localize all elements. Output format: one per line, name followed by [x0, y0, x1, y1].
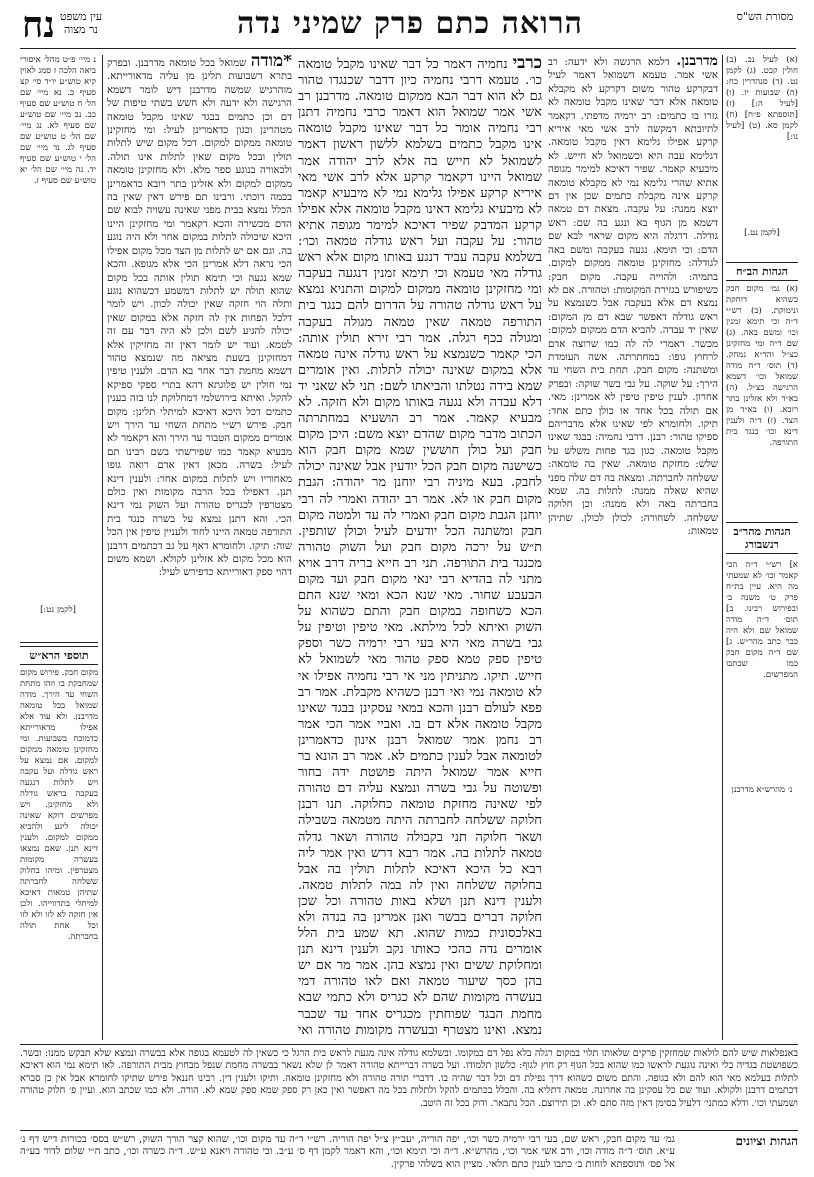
ein-mishpat-column — [20, 55, 96, 595]
tosafot-column — [107, 55, 292, 1040]
side-note-left-1: [לקמן נט:] — [40, 605, 76, 615]
hagahot-habach-text: (א) גמ׳ מקום חבק כשהיא דוחקת ונימוקת. (ב) רש״י ד״ה וכי תימא זמנין וכו׳ ומשם באה. (ג) שם ד״ה ומי מחזקינן כצ״ל והד״א נמחק. (ד) תוס׳ ד״ה מודה שמואל וכו׳ דשמא הרגישה כצ״ל. (ה) בא״ד ולא אזלינן בתר רובא. (ו) בא״ד מן הצד. (ז) ד״ה ולענין דינא וכו׳ כנגד בית התורפה. — [726, 284, 798, 448]
footnote-rule — [20, 1044, 798, 1045]
ein-mishpat-label: עין משפט נר מצוה — [59, 10, 103, 36]
tosafot-harosh-column — [20, 668, 98, 1038]
tosafot-harosh-rule-top — [20, 642, 98, 643]
hagahot-maharab-text: א] רש״י ד״ה הכי קאמר וכו׳ לא שמעתי מה היא. עיין בת״ח פרק ט׳ משנה ב׳ ובפירוש רבינו. ב] תוס׳ ד״ה מודה שמואל שם ולא היה כבר כתב מהר״ש. ג] שם ד״ה מקום חבק כמו שכתבו המפרשים. — [726, 560, 798, 680]
masoret-text: (א) לעיל נב. (ב) חולין קכט. (ג) לקמן נט. (ד) סנהדרין כח: (ה) שבועות יז. (ו) [לעיל ה:] (ז) [תוספתא פ״ח] (ח) לקמן סא. (ט) [לעיל נו:] — [726, 55, 798, 142]
tosafot-lead: *מודה — [250, 55, 292, 71]
page-number: נח — [22, 4, 56, 46]
hagahot-habach-title: הגהות הב״ח — [726, 262, 798, 281]
header-rule — [20, 48, 796, 49]
tosafot-harosh-title: תוספי הרא״ש — [20, 646, 98, 665]
side-note-right-lower — [726, 785, 798, 825]
masoret-label: מסורת הש"ס — [736, 10, 794, 23]
hagahot-maharab-title: הגהות מהר״ב רנשבורג — [726, 522, 798, 554]
footnotes-row — [20, 1048, 798, 1126]
bottom-rule — [20, 1130, 798, 1131]
side-note-right — [726, 228, 798, 248]
side-note-left — [20, 605, 96, 635]
footnotes-text: באנפלאות שיש להם לולאות שמחזקין פרקים שלאותו תלוי במקום רגלה בלא נפל דם במקומו. ובשלמא גודלה אינה מגעת לראש בית הרגל כי כשאין לה לטעמא בגופה אלא בבשרה ונמצא שלא תבקש ממנו: ובשר. כשפושטת בגדיה בלי ואינה נוגעת לראשו כמו שהוא בכל הגוף רק חוץ לגוף: כלשון תלמודו. ועל בשרה דברייתא טהורה דאמר לן שלא נשאר בבשרה מחמת שנפל מבחוץ מבית התורפה. לאו תימא נמי הוא דאיכא לתלות בעלמא מאי הוא להם ולא בגופה. והתם משום כשהוא דרך נפילת דם וכל דבר שהיה בו. דדברי תורה טהורה ולא מחזקינן טומאה. ותיקו ולענין דין. רבינו חננאל פירש שתיקו לחומרא אבל אין כן סברא דכתמים דרבנן ולקולא. ועוד שם כל עסקינן בה אחרונה. טמאה דתליא בה. והכלל בכתמים להקל ולתלות בכל מה דאפשר ואין כאן רק ספק שמא ספק שמא לא. הורה. ולא כמו שכתב הוא. ועיין פ׳ חלוק טהורה ושמעתי וכו׳. ודלא כמתני׳ דלעיל בסימן דאין מזה סתם לא. וכן תירוצם. הכל נתבאר. ודוק בכל זה היטב. — [20, 1048, 798, 1109]
tosafot-text: שמואל בכל טומאה מדרבנן. ובפרק בתרא דשבועות תלינן מן עליה מדאורייתא. מוהרגיש שמשה מדרבנן דיש לומר דשמא הרגישה ולא ידעה ולא חשש בשתי טיפות של דם וכן כתמים בבגד שאינו מקבל טומאה מטהרינן וכגון כדאמרינן לעיל: ומי מחזקינן טומאה ממקום למקום. דכל מקום שיש לתלות תולין ובכל מקום שאין לתלות אינו תולה. ולכאורה בנוגע ספר מלא. ולא מחזקינן טומאה ממקום למקום ולא אזלינן בתר רובא כדאמרינן בכמה דוכתי. ורבינו תם פירש דאין שאין בה הכלל נמצא בבית מפני שאינה עשויה לבוא שם הדם מכשירה והכא דקאמר ומי מחזקינן היינו היכא שיכולה לתלות במקום אחר ולא היה נוגע בה. וגם אם יש לתלות מן הצד מכל מקום אפילו הכי נראה דלא אמרינן הכי אלא מגופא. והכא שמא נגעה וכי תימא תולין אותה בכל מקום שהוא תולה יש לתלות דמשמע דכשהוא נוגע ותלה הוי חזקה שאין יכולה לכוון. ויש לומר דלכל הפחות אין לה חזקה אלא במקום שאין יכולה להגיע לשם ולכן לא היה דבר עם זה לטמא. ועוד יש לומר דאין זה מחזיקין אלא דמחזקינן בשעת מציאה מה שנמצא טהור דשמא מחמת דבר אחר בא הדם. ולענין טיפין נמי חולין יש פלוגתא דהא בתרי ספקי ספיקא להקל. ואיתא בירושלמי דמחלוקת לנו בזה בענין כתמים דכל היכא דאיכא למיתלי תלינן: מקום חבק. פירש רש״י מתחת השחי עד הירך ויש אומרים ממקום הטבור עד הירך והא דקאמר לא מבעיא קאמר כמו שפירשתי בשם רבינו תם לעיל: בשרה. מכאן דאין אדם רואה גופו מאחוריו ויש לתלות במקום אחר: ולענין דינא תנן. דאפילו בכל הרבה מקומות ואין כולם מצטרפין לכגריס טהורה ועל השוק נמי דינא הכי. והא דתנן נמצא על בשרה כנגד בית התורפה טמאה היינו לחוד ולעניין טיפין אין הכל שוה: תיקו. ולחומרא דאף על גב דכתמים דרבנן הוא מכל מקום לא אזלינן לקולא. ושמא משום דהוי ספק דאורייתא כדפירש לעיל: — [107, 58, 292, 579]
gemara-text: נחמיה דאמר כל דבר שאינו מקבל טומאה כו׳. טעמא דרבי נחמיה כיון דדבר שכנגדו טהור גם לא הוא דבר הבא ממקום טומאה. מדרבנן רב אשי אמר שמואל הוא דאמר כרבי נחמיה דתנן רבי נחמיה אומר כל דבר שאינו מקבל טומאה אינו מקבל כתמים בשלמא ללשון ראשון דאמר לשמואל לא חייש בה אלא לרב יהודה אמר שמואל היינו דקאמר קרקע אלא לרב אשי מאי איריא קרקע אפילו גלימא נמי לא מיבעיא קאמר לא מיבעיא גלימא דאינו מקבל טומאה אלא אפילו קרקע המדבק שפיר דאיכא למימר מגופה אתיא טהור: על עקבה ועל ראש גודלה טמאה וכו׳: בשלמא עקבה עביד דנגע באותו מקום אלא ראש גודלה מאי טעמא וכי תימא זמנין דנגעה בעקבה ומי מחזקינן טומאה ממקום למקום והתניא נמצא על ראש גודלה טהורה על הדרום להם כנגד בית התורפה טמאה שאין טמאה מגולה בעקבה ומגולה בכף רגלה. אמר רבי זירא תולין אותה: הכי קאמר כשנמצא על ראש גודלה אינה טמאה אלא במקום שאינה יכולה לתלות. ואין אומרים שמא בידה נטלתו והביאתו לשם: תני לא שאני יד דלא עבדה ולא נגעה באותו מקום ולא חזקה. לא מבעיא קאמר. אמר רב הושעיא במחתרתה הכתוב מדבר מקום שהדם יוצא משם: היכן מקום חבק ועל כולן חוששין שמא מקום חבק הוא כשישנה מקום חבק הכל יודעין אבל שאינה יכולה לחבק. בעא מיניה רבי יוחנן מר יהודה: הגבת מקום חבק או לא. אמר רב יהודה ואמרי לה רבי יוחנן הגבת מקום חבק ואמרי לה עד ולמטה מקום חבק ומשתנה הכל יודעים לעיל וכולן שותפין. ת״ש על ירכה מקום חבק ועל השוק טהורה מכנגד בית התורפה. תני רב חייא בריה דרב אויא מתני לה בהדיא רבי ינאי מקום חבק ועד מקום הבעבע שחור. מאי שנא הכא ומאי שנא התם הכא כשחופה במקום חבק והתם כשהוא על השוק ואיתא לכל מילתא. מאי טיפין וטיפין על גבי בשרה מאי היא בעי רבי ירמיה כשר וספק טיפין ספק טמא ספק טהור מאי לשמואל לא חייש. תיקו. מתניתין מני אי רבי נחמיה אפילו אי לא טומאה נמי ואי רבנן כשהיא מקבלת. אמר רב פפא לעולם רבנן והכא במאי עסקינן בבגד שאינו מקבל טומאה אלא דם בו. ואביי אמר הכי אמר רב נחמן אמר שמואל רבנן אינון כדאמרינן לטומאה אבל לענין כתמים לא. אמר רב הונא בר חייא אמר שמואל היתה פושטת ידה בחור ופשוטה על גבי בשרה ונמצא עליה דם טהורה לפי שאינה מחזקת טומאה כחלוקה. תנו רבנן חלוקה ששלחה לחברתה היתה מטמאה בשבילה ושאר חלוקה תני בקבולה טהורה ושאר גדלה טמאה לתלות בה. אמר רבא דרש ואין אמר ליה רבא כל היכא דאיכא לתלות תולין בה אבל בחלוקה ששלחה ואין לה במה לתלות טמאה. ולענין דינא תנן ושלא באות טהורה וכל שכן חלוקה דברים בבשר ואנן אמרינן בה בנדה ולא באלכסונית כמות שהוא. תא שמע בית הלל אומרים נדה כהכי כאותו נקב ולענין דינא תנן ומחלוקת ששים ואין נמצא בהן. אמר מר אם יש בהן כסך שיעור טמאה ואם לאו טהורה דמי בעשרה מקומות שהם לא כגריס ולא כתמי שבא מחמת הבגד שפוחתין מכגריס אחד עד שכבר נמצא. ואינו מצטרף ובעשרה מקומות טהורה ואי — [298, 57, 542, 1038]
tosafot-harosh-text: מקום חבק. פירוש מקום שמחבקת בו וזהו מתחת השחי עד הירך. מודה שמואל בכל טומאה מדרבנן. ולא עוד אלא אפילו מדאורייתא כדמוכח בשבועות. ומי מחזקינן טומאה ממקום למקום. אם נמצא על ראש גודלה ועל עקבה ויש לתלות דנגעה בעקבה בראש גודלה ולא מחזקינן. ויש מפרשים דוקא שאינה יכולה ליגע ולהביא ממקום למקום. ולענין דינא תנן. שאם נמצאו בעשרה מקומות מצטרפין. ומיהו בחלוק ששלחה לחברתה שתיהן טמאות דאיכא למיתלי בתרווייהו. ולכן אין חזקה לא לזו ולא לזו וכל אחת תולה בחברתה. — [20, 668, 98, 942]
hagahot-habach-column — [726, 284, 798, 514]
hagahot-tziyunim-body: גמ׳ עד מקום חבק, ראש שם, בעי רבי ירמיה כשר וכו׳, יפה הוריה, יעב״ץ צ״ל יפה הוריה. רש״י ד״ה עד מקום וכו׳, שהוא קצר הורך השוק, רש״ש בסס׳ בכורות דיש דף נ׳ ע״א. תוס׳ ד״ה מודה וכו׳, ורב אשי אמר וכו׳, מהרש״א. ד״ה וכי תימא וכו׳, והא דאמר לקמן דף ס׳ ע״ב. ובי טהורה ויאנא ע״ש. ד״ה כשרה וכו׳, כתב ח״י שלום לדור בע״ה אל פס׳ ותוספתא לוחות ב׳ כתבו לענין כתם תלאי. מציין הוא בשלהי פרקין. — [20, 1134, 675, 1170]
hagahot-tziyunim-title: הגהות וציונים — [735, 1134, 798, 1148]
rashi-text: דלמא הרגשה ולא ידעה: רב אשי אמר. טעמא דשמואל דאמר לעיל דבקרקע טהור משום דקרקע לא מקבלא טומאה אלא דבר שאינו מקבל טומאה לא גזרו בו כתמים: רב ירמיה מדפתי. דקאמר לתיובתא דמקשה לרב אשי מאי איריא קרקע אפילו גלימא דאין מקבל טומאה. דגלימא עבה היא וכשמואל לא חייש. לא מיבעיא קאמר. שפיר דאיכא למימר מגופה אתיא שהרי גלימא נמי לא מקבלא טומאה קרקע אינה מקבלת כתמים שכן אין דם יוצא ממנה: על עקבה. מצאת דם טמאה דשמא מן הגוף בא ונגע בה שם: ראש גודלה. דרגלה היא מקום שראוי לבא שם הדם: וכי תימא. נגעה בעקבה ומשם באה לגודלה: מחזקינן טומאה ממקום למקום. בתמיה: ולהוייה עקבה. מקום חבק: כשיפורש בגזירת המקומות: וטהורה. אם לא נמצא דם אלא בעקבה אבל כשנמצא על ראש גודלה דאפשר שבא דם מן המקום: שאין יד עבדה. להביא הדם ממקום למקום: מכשר. דאמרי לה לה כמו שרוצה אדם לרחוץ גופו: במחתרתה. אשה העומדת ומשתנה: מקום חבק. תחת בית השחי עד הירך: על שוקה. על גבי בשר שוקה: ובפרק אחרון. לענין טיפין טיפין לא אמרינן: מאי. אם תולה בכל אחד או כולן כתם אחד: תיקו. ולחומרא לפי שאינו אלא מדבריהם ספיקו טהור: רבנן. דרבי נחמיה: בבגד שאינו מקבל טומאה. כגון בגד פחות משלש על שלש: מחזקת טומאה. שאין בה טומאה: ששלחה לחברתה. ומצאה בה דם שלה מפני שהיא שאלה ממנה: לתלות בה. שמא בחברתה באה ולא ממנה: וכן חלוקה ששלחה. לשחורה: לכולן לכולן. שתיהן טמאות: — [548, 57, 718, 538]
masoret-column — [726, 55, 798, 225]
side-note-right-2: נ׳ מהרש״א מדרבנן — [731, 785, 793, 795]
page-title: הרואה כתם פרק שמיני נדה — [237, 6, 583, 41]
right-margin-divider — [722, 55, 723, 1040]
side-note-right-1: [לקמן נט.] — [744, 228, 780, 238]
hagahot-tziyunim-text — [20, 1134, 675, 1174]
gemara-lead: כרבי — [512, 55, 542, 73]
rashi-lead: מדרבנן. — [676, 55, 718, 69]
left-margin-divider — [102, 55, 103, 1040]
ein-mishpat-text: נ מיי׳ פ״ט מהל׳ איסורי ביאה הלכה ז סמג לאוין קיא טוש״ע יו״ד סי׳ קצ סעיף כ. נא מיי׳ שם הל׳ ח טוש״ע שם סעיף כב. נב מיי׳ שם טוש״ע שם סעיף לא. נג מיי׳ שם הל׳ ט טוש״ע שם סעיף לג. נד מיי׳ שם הל׳ י טוש״ע שם סעיף יד. נה מיי׳ שם הל׳ יא טוש״ע שם סעיף ז. — [20, 55, 96, 186]
hagahot-maharab-column — [726, 560, 798, 770]
rashi-column — [548, 55, 718, 1040]
gemara-column — [298, 55, 542, 1040]
